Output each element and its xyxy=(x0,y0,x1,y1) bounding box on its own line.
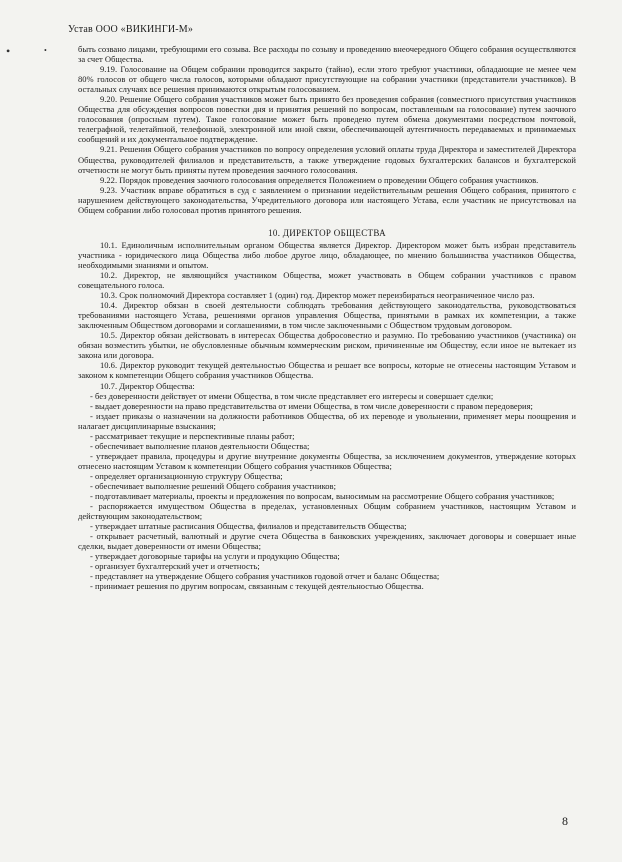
list-item: - обеспечивает выполнение решений Общего собрания участников; xyxy=(90,480,336,491)
list-item: - подготавливает материалы, проекты и предложения по вопросам, выносимым на рассмотрение Общего собрания участников; xyxy=(90,491,555,502)
list-item: - издает приказы о назначении на должности работников Общества, об их переводе и увольнении, применяет меры поощрения и налагает дисциплинарные взыскания; xyxy=(78,410,576,431)
paragraph-10-7: 10.7. Директор Общества: xyxy=(100,380,195,391)
document-header: Устав ООО «ВИКИНГИ-М» xyxy=(68,24,194,35)
list-item: - обеспечивает выполнение планов деятельности Общества; xyxy=(90,440,310,451)
list-item: - утверждает правила, процедуры и другие внутренние документы Общества, за исключением документов, утверждение которых отнесено настоящим Уставом к компетенции Общего собрания участников Общества; xyxy=(78,450,576,471)
paragraph: быть созвано лицами, требующими его созыва. Все расходы по созыву и проведению внеочередного Общего собрания осуществляются за счет Общества. xyxy=(78,44,576,65)
list-item: - утверждает штатные расписания Общества, филиалов и представительств Общества; xyxy=(90,521,407,532)
list-item: - выдает доверенности на право представительства от имени Общества, в том числе доверенности с правом передоверия; xyxy=(90,400,533,411)
list-item: - распоряжается имуществом Общества в пределах, установленных Общим собранием участников, настоящим Уставом и действующим законодательством; xyxy=(78,501,576,522)
paragraph-9-19: 9.19. Голосование на Общем собрании проводится закрыто (тайно), если этого требуют участники, обладающие не менее чем 80% голосов от общего числа голосов, которыми обладают присутствующие на собрании участники (представители участников). В остальных случаях все решения принимаются открытым голосованием. xyxy=(78,64,576,95)
scan-speck: • xyxy=(44,46,47,55)
document-body xyxy=(78,44,576,591)
page-number: 8 xyxy=(562,814,568,828)
list-item: - рассматривает текущие и перспективные планы работ; xyxy=(90,430,295,441)
list-item: - определяет организационную структуру Общества; xyxy=(90,470,283,481)
paragraph-10-3: 10.3. Срок полномочий Директора составляет 1 (один) год. Директор может переизбираться неограниченное число раз. xyxy=(100,290,535,301)
list-item: - открывает расчетный, валютный и другие счета Общества в банковских учреждениях, заключает договоры и совершает иные сделки, выдает доверенности от имени Общества; xyxy=(78,531,576,552)
paragraph-10-1: 10.1. Единоличным исполнительным органом Общества является Директор. Директором может быть избран представитель участника - юридического лица Общества либо любое другое лицо, обладающее, по мнению большинства участников Общества, необходимыми знаниями и опытом. xyxy=(78,239,576,270)
paragraph-9-23: 9.23. Участник вправе обратиться в суд с заявлением о признании недействительным решения Общего собрания, принятого с нарушением действующего законодательства, Учредительного договора или настоящего Устава, если участник не присутствовал на Общем собрании либо голосовал против принятого решения. xyxy=(78,184,576,215)
paragraph-9-20: 9.20. Решение Общего собрания участников может быть принято без проведения собрания (совместного присутствия участников Общества для обсуждения вопросов повестки дня и принятия решений по вопросам, поставленным на голосование) путем заочного голосования (опросным путем). Такое голосование может быть проведено путем обмена документами посредством почтовой, телеграфной, телетайпной, телефонной, электронной или иной связи, обеспечивающей аутентичность передаваемых и принимаемых сообщений и их документальное подтверждение. xyxy=(78,94,576,145)
paragraph-9-22: 9.22. Порядок проведения заочного голосования определяется Положением о проведении Общего собрания участников. xyxy=(100,174,539,185)
list-item: - принимает решения по другим вопросам, связанным с текущей деятельностью Общества. xyxy=(90,581,424,592)
list-item: - организует бухгалтерский учет и отчетность; xyxy=(90,561,260,572)
paragraph-9-21: 9.21. Решения Общего собрания участников по вопросу определения условий оплаты труда Директора и заместителей Директора Общества, руководителей филиалов и представительств, а также утверждение годовых бухгалтерских балансов и бухгалтерской отчетности не могут быть приняты путем проведения заочного голосования. xyxy=(78,144,576,175)
paragraph-10-6: 10.6. Директор руководит текущей деятельностью Общества и решает все вопросы, которые не отнесены настоящим Уставом и законом к компетенции Общего собрания участников Общества. xyxy=(78,360,576,381)
list-item: - представляет на утверждение Общего собрания участников годовой отчет и баланс Общества; xyxy=(90,571,440,582)
scan-speck: • xyxy=(6,44,11,58)
paragraph-10-2: 10.2. Директор, не являющийся участником Общества, может участвовать в Общем собрании участников с правом совещательного голоса. xyxy=(78,269,576,291)
list-item: - без доверенности действует от имени Общества, в том числе представляет его интересы и совершает сделки; xyxy=(90,390,494,401)
paragraph-10-4: 10.4. Директор обязан в своей деятельности соблюдать требования действующего законодательства, руководствоваться требованиями настоящего Устава, решениями органов управления Общества, принятыми в рамках их компетенции, а также заключенным Обществом договорами и соглашениями, в том числе заключенными с Обществом трудовым договором. xyxy=(78,300,576,331)
list-item: - утверждает договорные тарифы на услуги и продукцию Общества; xyxy=(90,551,340,562)
section-title: 10. ДИРЕКТОР ОБЩЕСТВА xyxy=(268,227,386,238)
paragraph-10-5: 10.5. Директор обязан действовать в интересах Общества добросовестно и разумно. По требованию участников (участника) он обязан возместить убытки, не обусловленные обычным коммерческим риском, причиненные им Обществу, если иное не вытекает из закона или договора. xyxy=(78,330,576,361)
